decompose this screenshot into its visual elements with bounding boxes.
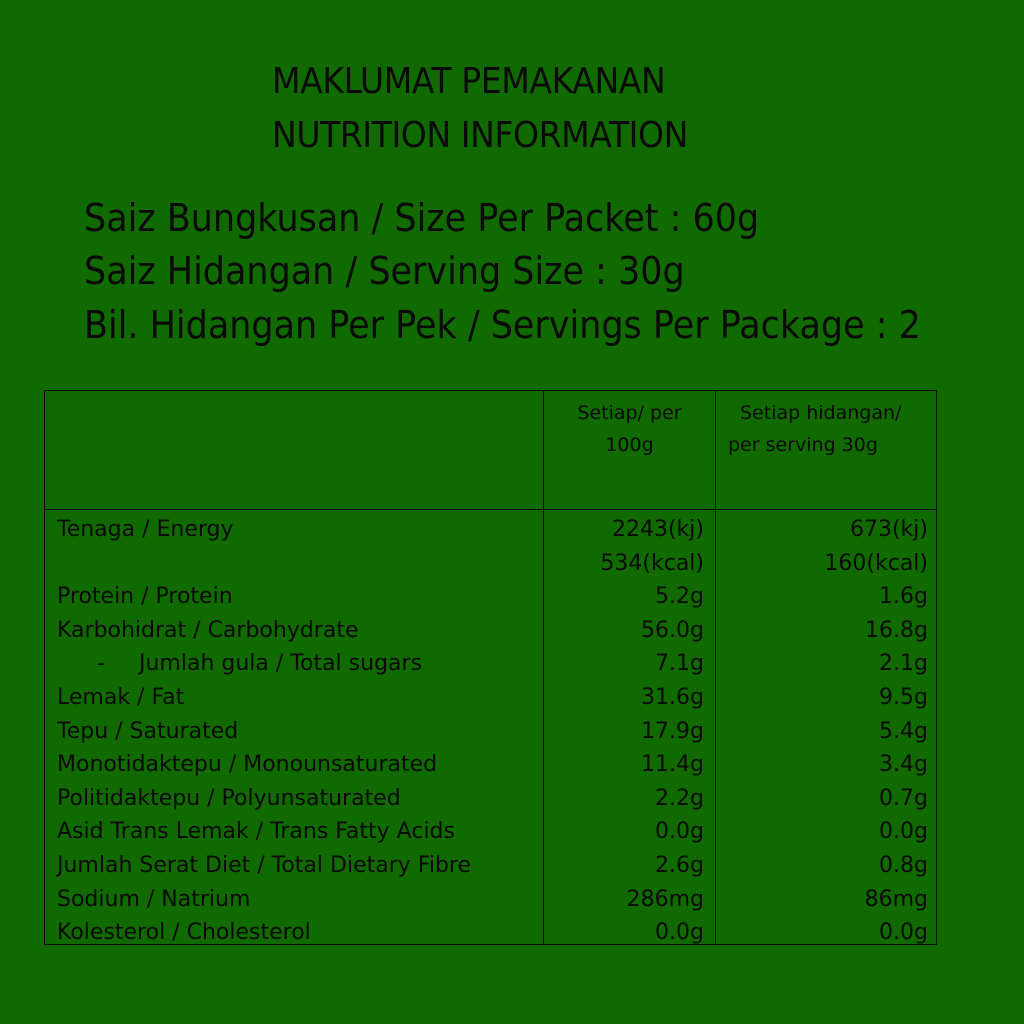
table-row: [45, 513, 938, 547]
value-per-100g: 7.1g: [655, 651, 704, 677]
serving-size: Saiz Hidangan / Serving Size : 30g: [84, 249, 685, 293]
value-per-100g: 534(kcal): [600, 550, 704, 576]
table-row: [45, 849, 938, 883]
value-per-100g: 31.6g: [641, 684, 704, 710]
table-row: [45, 681, 938, 715]
header-per-100g-line2: 100g: [605, 434, 654, 456]
title-english: NUTRITION INFORMATION: [272, 115, 688, 156]
table-row: [45, 547, 938, 581]
nutrient-label: Jumlah Serat Diet / Total Dietary Fibre: [57, 852, 472, 878]
value-per-100g: 2243(kj): [611, 517, 704, 542]
table-row: [45, 715, 938, 749]
nutrient-sub-label: [97, 647, 422, 681]
value-per-100g: 2.6g: [655, 852, 704, 878]
value-per-serving: 9.5g: [879, 684, 928, 710]
table-row: [45, 748, 938, 782]
packet-size: Saiz Bungkusan / Size Per Packet : 60g: [84, 196, 760, 240]
header-per-100g: [544, 397, 715, 461]
value-per-serving: 0.0g: [879, 920, 928, 946]
nutrient-label: Protein / Protein: [57, 584, 233, 610]
value-per-serving: 673(kj): [849, 517, 928, 542]
value-per-serving: 16.8g: [865, 617, 928, 643]
value-per-100g: 5.2g: [655, 584, 704, 610]
nutrient-label: Monotidaktepu / Monounsaturated: [57, 752, 438, 778]
table-row: [45, 647, 938, 681]
table-row: [45, 916, 938, 950]
nutrient-label: Kolesterol / Cholesterol: [57, 920, 311, 946]
table-row: [45, 815, 938, 849]
table-row: [45, 782, 938, 816]
nutrient-label: Asid Trans Lemak / Trans Fatty Acids: [57, 819, 455, 845]
value-per-serving: 86mg: [864, 886, 928, 912]
nutrient-label: Tepu / Saturated: [57, 718, 239, 744]
nutrient-label: Tenaga / Energy: [57, 517, 234, 542]
nutrition-table: [44, 390, 937, 945]
value-per-serving: 3.4g: [879, 752, 928, 778]
value-per-100g: 0.0g: [655, 819, 704, 845]
sub-item-dash: -: [97, 651, 105, 677]
value-per-serving: 1.6g: [879, 584, 928, 610]
header-divider: [45, 509, 936, 510]
value-per-100g: 286mg: [626, 886, 704, 912]
header-per-serving-line2: per serving 30g: [728, 434, 878, 456]
nutrient-label: Sodium / Natrium: [57, 886, 251, 912]
value-per-serving: 2.1g: [879, 651, 928, 677]
table-row: [45, 614, 938, 648]
header-per-serving-line1: Setiap hidangan/: [740, 402, 902, 424]
value-per-serving: 160(kcal): [824, 550, 928, 576]
value-per-100g: 56.0g: [641, 617, 704, 643]
value-per-serving: 5.4g: [879, 718, 928, 744]
value-per-100g: 11.4g: [641, 752, 704, 778]
value-per-serving: 0.8g: [879, 852, 928, 878]
nutrient-label-text: Jumlah gula / Total sugars: [139, 651, 423, 677]
value-per-serving: 0.0g: [879, 819, 928, 845]
value-per-100g: 0.0g: [655, 920, 704, 946]
header-per-100g-line1: Setiap/ per: [577, 402, 682, 424]
header-per-serving: [716, 397, 938, 461]
title-malay: MAKLUMAT PEMAKANAN: [272, 61, 666, 102]
nutrient-label: Politidaktepu / Polyunsaturated: [57, 785, 401, 811]
nutrient-rows: [45, 513, 938, 950]
value-per-serving: 0.7g: [879, 785, 928, 811]
nutrient-label: Lemak / Fat: [57, 684, 185, 710]
nutrient-label: Karbohidrat / Carbohydrate: [57, 617, 359, 643]
value-per-100g: 2.2g: [655, 785, 704, 811]
value-per-100g: 17.9g: [641, 718, 704, 744]
servings-per-package: Bil. Hidangan Per Pek / Servings Per Package : 2: [84, 303, 921, 347]
table-row: [45, 580, 938, 614]
table-row: [45, 883, 938, 917]
